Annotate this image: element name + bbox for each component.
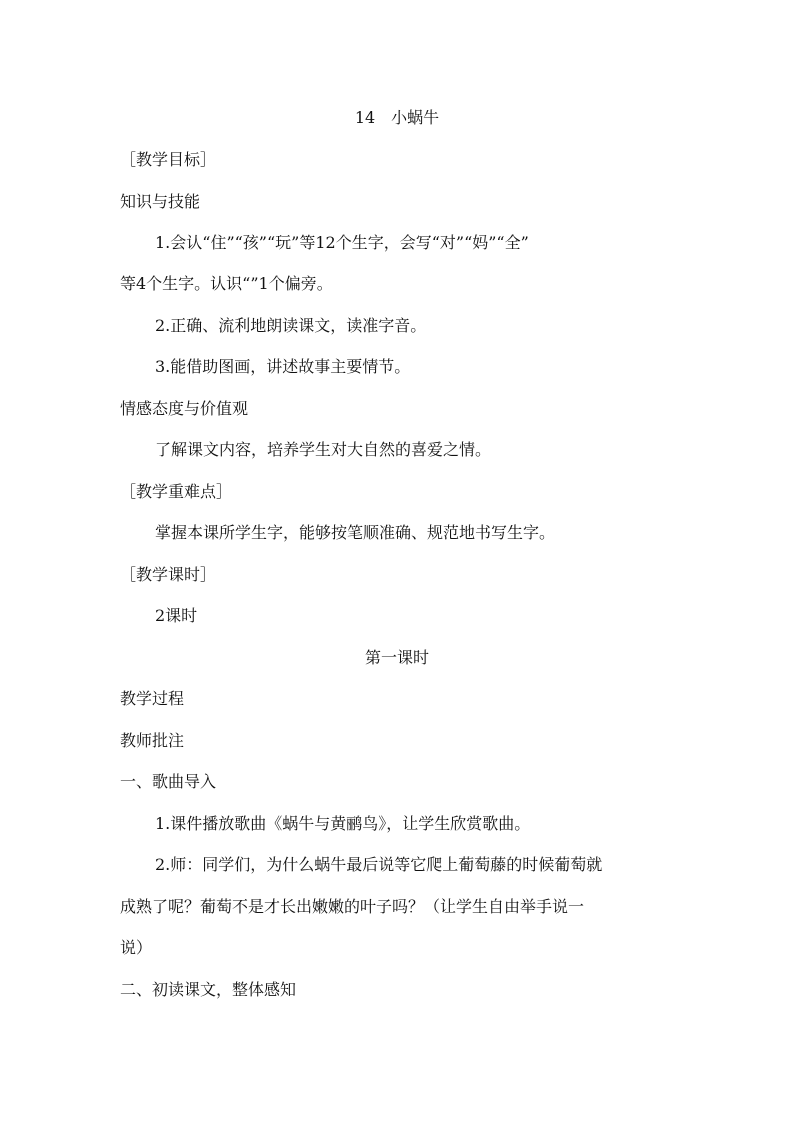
goal-3: 3.能借助图画，讲述故事主要情节。	[155, 357, 411, 376]
knowledge-heading: 知识与技能	[120, 192, 201, 211]
step-1-item-1: 1.课件播放歌曲《蜗牛与黄鹂鸟》，让学生欣赏歌曲。	[155, 814, 531, 833]
goal-1-line-1: 1.会认“住”“孩”“玩”等12个生字，会写“对”“妈”“全”	[155, 233, 529, 252]
goal-2: 2.正确、流利地朗读课文，读准字音。	[155, 316, 427, 335]
step-1-item-2-line-2: 成熟了呢？葡萄不是才长出嫩嫩的叶子吗？（让学生自由举手说一	[120, 897, 585, 916]
step-2-heading: 二、初读课文，整体感知	[120, 980, 297, 999]
page-title: 14 小蜗牛	[354, 108, 440, 127]
emotion-text: 了解课文内容，培养学生对大自然的喜爱之情。	[155, 440, 492, 459]
key-points-text: 掌握本课所学生字，能够按笔顺准确、规范地书写生字。	[155, 523, 556, 542]
lesson-heading: 第一课时	[364, 648, 429, 667]
step-1-heading: 一、歌曲导入	[120, 772, 217, 791]
step-1-item-2-line-3: 说）	[120, 938, 153, 957]
hours-heading: ［教学课时］	[120, 565, 217, 584]
goals-heading: ［教学目标］	[120, 150, 217, 169]
emotion-heading: 情感态度与价值观	[120, 399, 249, 418]
goal-1-line-2: 等4个生字。认识“”1个偏旁。	[120, 274, 333, 293]
teacher-notes-label: 教师批注	[120, 731, 185, 750]
hours-text: 2课时	[155, 606, 198, 625]
process-label: 教学过程	[120, 689, 185, 708]
key-points-heading: ［教学重难点］	[120, 482, 233, 501]
step-1-item-2-line-1: 2.师：同学们，为什么蜗牛最后说等它爬上葡萄藤的时候葡萄就	[155, 855, 603, 874]
